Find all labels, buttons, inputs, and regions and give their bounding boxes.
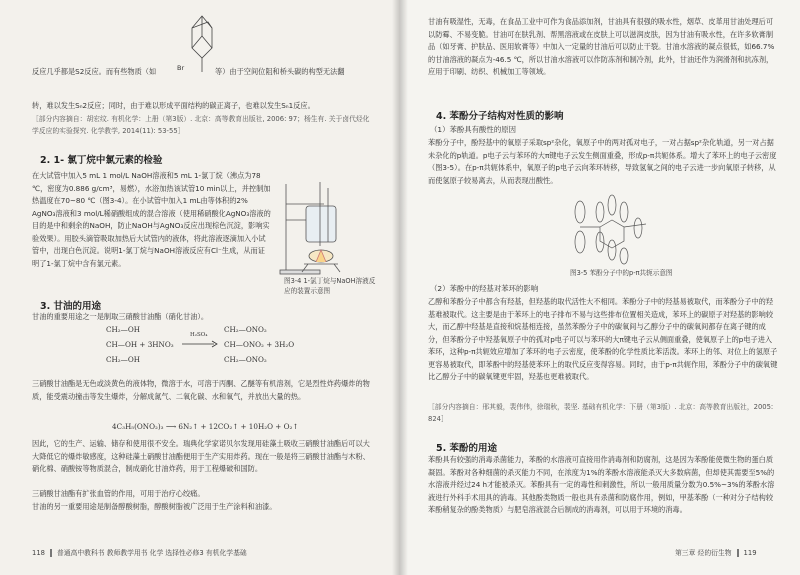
right-footer-text: 第三章 烃的衍生物	[675, 549, 732, 557]
reference-1: ［部分内容摘自：胡宏纹. 有机化学：上册（第3版）. 北京：高等教育出版社, 2006: 97；杨生有. 关于卤代烃化学反应的实验探究. 化学教学, 2014(11): 53-55］	[32, 115, 370, 135]
eq-right-3: CH₂—ONO₂	[224, 355, 267, 364]
section-4-sub-2: （2）苯酚中的羟基对苯环的影响	[430, 284, 539, 293]
section-3-intro: 甘油的重要用途之一是制取三硝酸甘油酯（硝化甘油）。	[32, 312, 209, 321]
right-footer	[675, 547, 757, 557]
apparatus-figure	[276, 176, 371, 276]
section-5-body: 苯酚具有较强的消毒杀菌能力，苯酚的水溶液可直接用作消毒剂和防腐剂，这是因为苯酚能使微生物的蛋白质凝固。苯酚对各种细菌的杀灭能力不同，在浓度为1%的苯酚水溶液能杀灭大多数病菌，但却使其需要至5%的水溶液并经过24 h才能被杀灭。苯酚具有一定的毒性和刺激性，所以一般用质量分数为0.5%~3%的苯酚水溶液进行外科手术用具的消毒。其他酚类物质一般也具有杀菌和防腐作用，例如，甲基苯酚（一种对分子结构较苯酚稍复杂的酚类物质）与肥皂溶液混合后制成的消毒剂，可以用于环境的消毒。	[428, 455, 775, 514]
top-text: 反应几乎都是S2反应。而有些物质（如	[32, 67, 157, 76]
section-4-title: 4. 苯酚分子结构对性质的影响	[436, 111, 564, 122]
eq-left-2: CH—OH + 3HNO₃	[106, 340, 174, 349]
section-4-sub-1: （1）苯酚具有酸性的原因	[430, 125, 517, 134]
book-gutter	[392, 0, 408, 575]
eq-right-1: CH₂—ONO₂	[224, 325, 267, 334]
decomposition-equation: 4C₃H₅(ONO₂)₃ ⟶ 6N₂↑ + 12CO₂↑ + 10H₂O + O₂↑	[112, 422, 299, 431]
eq-left-1: CH₂—OH	[106, 325, 140, 334]
para-sn: 转，难以发生Sₙ2反应；同时，由于难以形成平面结构的碳正离子，也难以发生Sₙ1反应。	[32, 101, 315, 110]
right-page-number: 119	[743, 549, 757, 557]
section-3-title: 3. 甘油的用途	[40, 301, 102, 312]
section-2-title: 2. 1- 氯丁烷中氯元素的检验	[40, 155, 163, 166]
section-3-body-2: 因此，它的生产、运输、储存和使用很不安全。瑞典化学家诺贝尔发现用硅藻土吸收三硝酸甘油酯后可以大大降低它的爆炸敏感度，这种硅藻土硝酸甘油酯便用于生产实用炸药。现在一般是将三硝酸甘油酯与木粉、硝化棉、硝酸铵等物质混合，制成硝化甘油炸药，用于工程爆破和国防。	[32, 439, 370, 473]
section-2-body: 在大试管中加入5 mL 1 mol/L NaOH溶液和5 mL 1-氯丁烷（沸点为78 ℃，密度为0.886 g/cm³，易燃），水浴加热该试管10 min以上，并控制加热温度在70~80 ℃（图3-4）。在小试管中加入1 mL由等体积的2% AgNO₃溶液和3 mol/L稀硝酸组成的混合溶液（使用稀硝酸化AgNO₃溶液的目的是中和剩余的NaOH，防止NaOH与AgNO₃反应出现棕色沉淀，影响实验效果）。用胶头滴管吸取加热后大试管内的液体，将此溶液逐滴加入小试管中，出现白色沉淀。说明1-氯丁烷与NaOH溶液反应有Cl⁻生成，从而证明了1-氯丁烷中含有氯元素。	[32, 171, 271, 268]
eq-left-3: CH₂—OH	[106, 355, 140, 364]
br-label: Br	[177, 64, 185, 72]
top-text-right: 等）由于空间位阻和桥头碳的构型无法翻	[215, 67, 345, 76]
section-3-body-1: 三硝酸甘油酯是无色或淡黄色的液体物，微溶于水，可溶于丙酮、乙醚等有机溶剂，它是烈性炸药爆炸的物质，能受震动撞击等发生爆炸，分解成氮气、二氧化碳、水和氧气，并放出大量的热。	[32, 379, 370, 401]
left-footer	[32, 547, 247, 557]
left-page-number: 118	[32, 549, 45, 557]
section-4-body-2: 乙醇和苯酚分子中都含有羟基，但羟基的取代活性大不相同。苯酚分子中的羟基易被取代，而苯酚分子中的羟基难被取代。这主要是由于苯环上的电子排布不易与这些排布位置相关造成，苯环上的碳原子对羟基的影响较大，而乙醇中羟基是直接和烷基相连接，虽然苯酚分子中的碳氧间与乙醇分子中的碳氧间都存在离子键的成分，但苯酚分子中羟基氧原子中的孤对p电子可以与苯环的大π键电子云从侧面重叠，使氧原子上的p电子进入苯环，这种p-π共轭效应增加了苯环的电子云密度，使苯酚的化学性质比苯活泼。苯环上的邻、对位上的氢原子更容易被取代，即苯酚中的羟基使苯环上的取代反应变得容易。同时，由于p-π共轭作用，苯酚分子中的碳氧键比乙醇分子中的碳氧键更牢固，羟基也更难被取代。	[428, 297, 778, 381]
eq-condition: H₂SO₄	[190, 332, 208, 338]
section-5-title: 5. 苯酚的用途	[436, 443, 498, 454]
p-pi-conjugation-figure	[550, 188, 670, 266]
glycerol-paragraph: 甘油有吸湿性，无毒，在食品工业中可作为食品添加剂，甘油具有很强的吸水性，烟草、皮革用甘油处理后可以防霉、不易变脆。甘油可在肤乳剂、帮黑溶液或在皮肤上可以滋润皮肤，因为甘油有吸水性，在许多软膏制品（如牙膏、护肤品、医用软膏等）中加入一定量的甘油后可以防止干裂。甘油水溶液的凝点很低，如66.7%的甘油溶液的凝点为-46.5 ℃，所以甘油水溶液可以作防冻剂和制冷剂，此外，甘油还作为润滑剂和抗冻剂，应用于印刷、纺织、机械加工等领域。	[428, 17, 775, 76]
section-3-body-4: 甘油的另一重要用途是制备醇酸树脂，醇酸树脂被广泛用于生产涂料和油漆。	[32, 502, 277, 511]
section-4-body-1: 苯酚分子中，酚羟基中的氧原子采取sp²杂化，氧原子中的两对孤对电子，一对占据sp²杂化轨道，另一对占据未杂化的p轨道。p电子云与苯环的大π键电子云发生侧面重叠，形成p-π共轭体系。增大了苯环上的电子云密度（图3-5）。在p-π共轭体系中，氧原子的p电子云向苯环转移，导致氢氧之间的电子云进一步向氧原子转移，从而使氢原子较易离去，从而表现出酸性。	[428, 138, 777, 185]
reference-2: ［部分内容摘自：邢其毅，裴伟伟，徐瑞秋，裴坚. 基础有机化学：下册（第3版）. 北京：高等教育出版社，2005: 824］	[428, 403, 774, 423]
right-page	[400, 0, 800, 575]
reaction-arrow-icon	[182, 340, 218, 348]
figure-3-5-caption: 图3-5 苯酚分子中的p-π共轭示意图	[570, 269, 673, 277]
left-footer-text: 普通高中教科书 教师教学用书 化学 选择性必修3 有机化学基础	[56, 549, 247, 557]
section-3-body-3: 三硝酸甘油酯有扩张血管的作用，可用于治疗心绞痛。	[32, 489, 205, 498]
eq-right-2: CH—ONO₂ + 3H₂O	[224, 340, 295, 349]
figure-3-4-caption: 图3-4 1-氯丁烷与NaOH溶液反应的装置示意图	[284, 277, 376, 295]
